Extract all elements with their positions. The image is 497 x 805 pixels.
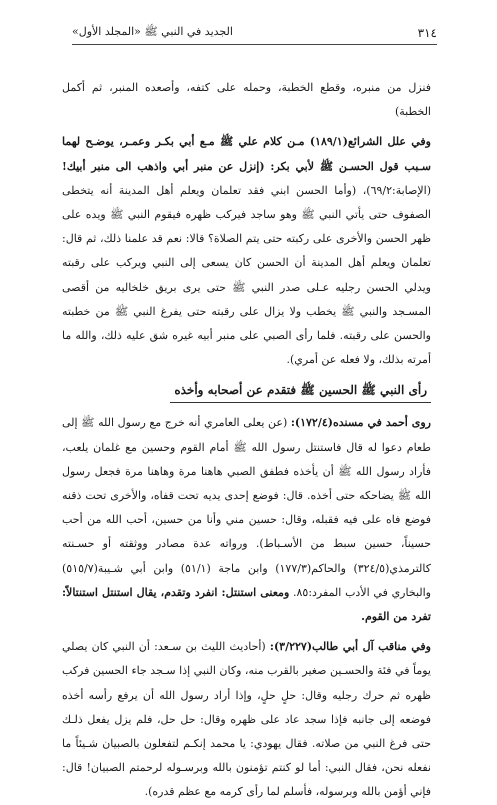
paragraph-2-text: (الإصابة:٦٩/٢)، (وأما الحسن ابني فقد تعلمان ويعلم أهل المدينة أنه يتخطى الصفوف حتى يأتي النبي ﷺ وهو ساجد فيركب ظهره فيقوم النبي ﷺ ويده على ظهر الحسن والأخرى على ركبته حتى يتم الصلاة؟ قالا: نعم قد علمنا ذلك، ثم قال: تعلمان ويعلم أهل المدينة أن الحسن كان يسعى إلى النبي ويركب على رقبته ويدلي الحسن رجليه عـلى صدر النبي ﷺ حتى يرى بريق خلخاليه من أقصى المسـجد والنبي ﷺ يخطب ولا يزال على رقبته حتى يفرغ النبي ﷺ من خطبته والحسن على رقبته. فلما رأى الصبي على منبر أبيه غيره شق عليه ذلك، والله ما أمرته بذلك، ولا فعله عن أمري). bbox=[62, 183, 431, 367]
book-title: الجديد في النبي ﷺ «المجلد الأول» bbox=[72, 25, 233, 38]
paragraph-4-lead: وفي مناقب آل أبي طالب(٣/٢٢٧): bbox=[269, 640, 431, 654]
paragraph-3 bbox=[62, 411, 431, 629]
paragraph-3-text: (عن يعلى العامري أنه خرج مع رسول الله ﷺ إلى طعام دعوا له قال فاستنتل رسول الله ﷺ أمام القوم وحسين مع غلمان يلعب، فأراد رسول الله ﷺ أن يأخذه فطفق الصبي هاهنا مرة وهاهنا مرة فجعل رسول الله ﷺ يضاحكه حتى أخذه. قال: فوضع إحدى يديه تحت قفاه، والأخرى تحت ذقنه فوضع فاه على فيه فقبله، وقال: حسين مني وأنا من حسين، أحب الله من أحب حسيناً، حسين سبط من الأسـباط). ورواته عدة مصادر ووثقته أو حسـنته كالترمذي(٣٢٤/٥) والحاكم(١٧٧/٣) وابن ماجة (٥١/١) وابن أبي شـيبة(٥١٥/٧) والبخاري في الأدب المفرد:٨٥. bbox=[62, 416, 431, 599]
paragraph-3-tail: ومعنى استنتل: انفرد وتقدم، يقال استنتل استنتالاً: تفرد من القوم. bbox=[62, 585, 431, 624]
paragraph-2-lead: وفي علل الشرائع(١٨٩/١) مـن كلام علي ﷺ مـع أبي بكـر وعمـر، يوضـح لهما سـبب قول الحسـن ﷺ لأبي بكر: (إنزل عن منبر أبي واذهب الى منبر أبيك! bbox=[62, 135, 431, 173]
paragraph-4 bbox=[62, 635, 431, 804]
paragraph-2 bbox=[62, 130, 431, 372]
page-number: ٣١٤ bbox=[417, 26, 437, 40]
section-heading bbox=[62, 378, 431, 403]
page-body bbox=[62, 76, 431, 805]
paragraph-4-text: (أحاديث الليث بن سـعد: أن النبي كان يصلي يوماً في فئة والحسـين صغير بالقرب منه، وكان النبي إذا سـجد جاء الحسين فركب ظهره ثم حرك رجليه وقال: حلٍ حلٍ، وإذا أراد رسول الله أن يرفع رأسه أخذه فوضعه إلى جانبه فإذا سجد عاد على ظهره وقال: حل حل، فلم يزل يفعل ذلـك حتى فرغ النبي من صلاته. فقال يهودي: يا محمد إنكـم لتفعلون بالصبيان شـيئاً ما نفعله نحن، فقال النبي: أما لو كنتم تؤمنون بالله وبرسـوله لرحمتم الصبيان! قال: فإني أؤمن بالله وبرسوله، فأسلم لما رأى كرمه مع عظم قدره). bbox=[62, 640, 431, 799]
section-heading-text: رأى النبي ﷺ الحسين ﷺ فتقدم عن أصحابه وأخذه bbox=[170, 378, 431, 403]
paragraph-1: فنزل من منبره، وقطع الخطبة، وحمله على كتفه، وأصعده المنبر، ثم أكمل الخطبة) bbox=[62, 81, 431, 119]
running-header bbox=[72, 22, 437, 45]
paragraph-3-lead: روى أحمد في مسنده(١٧٢/٤): bbox=[290, 416, 431, 430]
